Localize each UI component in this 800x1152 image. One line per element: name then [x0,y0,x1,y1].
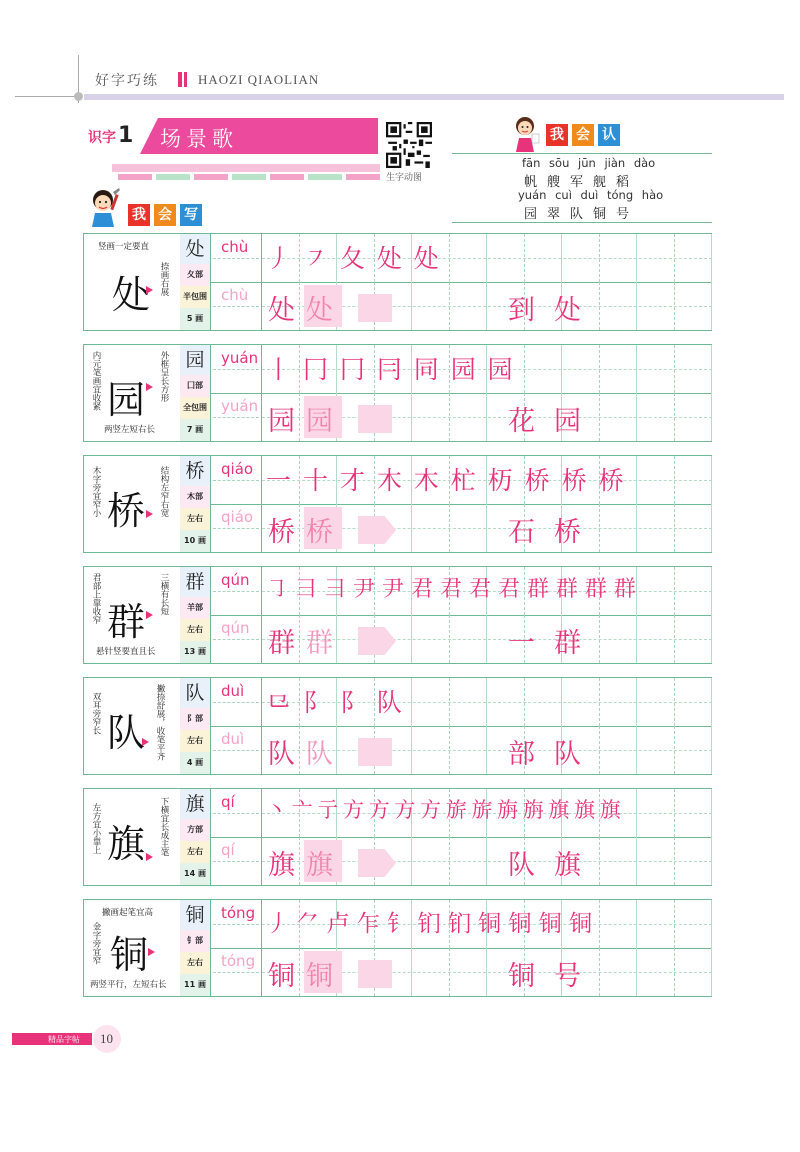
info-structure: 左右 [180,619,210,641]
pointer-arrow-icon [146,611,153,619]
stroke-order-grid[interactable] [262,234,712,283]
info-stroke-count: 10 画 [180,530,210,552]
pinyin-trace: chù [221,286,249,304]
pinyin-trace-cell[interactable] [211,393,262,441]
word-char-1: 花 [508,406,535,437]
writing-grid[interactable] [262,726,712,774]
header-stripe [84,94,784,100]
info-character: 园 [180,345,210,375]
pinyin-trace: qún [221,619,250,637]
tip-text: 结构左窄右宽 [159,466,169,517]
info-structure: 左右 [180,952,210,974]
pinyin-trace: yuán [221,397,259,415]
trace-character: 处 [306,295,333,326]
word-char-1: 部 [508,739,535,770]
tip-text: 双耳旁窄长 [91,692,101,735]
blank-box [358,294,392,322]
info-structure: 左右 [180,841,210,863]
word-char-2: 园 [554,406,581,437]
recognize-pinyin-line2: yuán cuì duì tóng hào [518,188,664,202]
header-accent-bar-2 [184,72,187,87]
practice-character: 群 [268,628,295,659]
recognize-chars-line1: 帆艘军舰稻 [524,175,640,190]
header-dot [74,92,83,101]
info-radical: 羊部 [180,597,210,619]
info-character: 桥 [180,456,210,486]
book-title: 好字巧练 [95,73,159,89]
info-radical: 钅部 [180,930,210,952]
word-char-1: 铜 [508,961,535,992]
info-structure: 半包围 [180,286,210,308]
trace-character: 铜 [306,961,333,992]
writing-grid[interactable] [262,615,712,663]
info-radical: 方部 [180,819,210,841]
trace-character: 园 [306,406,333,437]
pinyin-trace-cell[interactable] [211,726,262,774]
char-info [180,678,211,774]
model-character: 队 [107,711,146,755]
word-char-2: 桥 [554,517,581,548]
book-subtitle: HAOZI QIAOLIAN [198,72,320,87]
tip-text: 木字旁宜窄小 [91,466,101,517]
badge-wo-write: 我 [128,204,150,226]
girl-mascot-icon [510,114,542,154]
lesson-label: 识字 [88,130,116,146]
info-character: 群 [180,567,210,597]
stroke-order: ㇆ ⺕ 彐 尹 尹 君 君 君 君 群 群 群 群 [266,577,636,602]
practice-character: 铜 [268,961,295,992]
model-cell [84,678,181,774]
writing-grid[interactable] [262,504,712,552]
char-info [180,345,211,441]
boy-mascot-icon [86,186,124,228]
word-char-1: 石 [508,517,535,548]
info-stroke-count: 11 画 [180,974,210,996]
pinyin-cell[interactable] [211,900,262,949]
char-info [180,567,211,663]
stroke-order-grid[interactable] [262,345,712,394]
info-structure: 全包围 [180,397,210,419]
header-horizontal-rule [15,96,81,97]
practice-row-tong [83,899,712,997]
info-stroke-count: 7 画 [180,419,210,441]
practice-character: 旗 [268,850,295,881]
info-structure: 左右 [180,730,210,752]
pinyin-trace-cell[interactable] [211,282,262,330]
pointer-arrow-icon [146,383,153,391]
qr-code-icon[interactable] [386,122,432,168]
practice-character: 处 [268,295,295,326]
pinyin: chù [221,238,249,256]
info-stroke-count: 5 画 [180,308,210,330]
pinyin-trace-cell[interactable] [211,504,262,552]
tip-text: 竖画一定要直 [98,242,150,252]
lesson-title: 场景歌 [160,127,238,151]
recognize-rule-top [452,153,712,154]
badge-hui: 会 [572,124,594,146]
stroke-order-grid[interactable] [262,456,712,505]
page-number: 10 [100,1031,113,1046]
tip-text: 撇画起笔宜高 [102,908,154,918]
tip-text: 三横有长短 [159,573,169,616]
tip-text: 下横宜长成主笔 [159,797,169,857]
char-info [180,456,211,552]
tip-text: 两竖平行，左短右长 [90,980,167,990]
word-char-2: 群 [554,628,581,659]
info-character: 队 [180,678,210,708]
stroke-order: 丿 ㇇ 夂 处 处 [266,244,441,273]
model-cell [84,234,181,330]
pinyin-cell[interactable] [211,567,262,616]
banner-stripes [118,174,380,180]
pinyin-trace: qiáo [221,508,254,526]
badge-ren: 认 [598,124,620,146]
pinyin: yuán [221,349,259,367]
stroke-order: 一 十 才 木 木 杧 杤 桥 桥 桥 [266,466,626,495]
pinyin-cell[interactable] [211,234,262,283]
pointer-arrow-icon [146,510,153,518]
trace-character: 旗 [306,850,333,881]
pointer-arrow-icon [146,286,153,294]
practice-row-dui [83,677,712,775]
model-character: 旗 [107,822,146,866]
pinyin-trace: qí [221,841,235,859]
tip-text: 撇捺舒展，收笔平齐 [155,684,165,761]
recognize-rule-bottom [452,222,712,223]
stroke-order: 丨 冂 冂 冃 同 园 园 [266,355,515,384]
model-character: 铜 [110,933,149,977]
practice-row-yuan [83,344,712,442]
info-radical: 阝部 [180,708,210,730]
info-radical: 木部 [180,486,210,508]
info-stroke-count: 4 画 [180,752,210,774]
tip-text: 左方宜小靠上 [91,803,101,854]
trace-character: 桥 [306,517,333,548]
practice-row-chu [83,233,712,331]
stroke-order: 丶 亠 亍 方 方 方 方 旂 旂 旃 旃 旗 旗 旗 [266,798,620,822]
tip-text: 悬针竖要直且长 [96,647,156,657]
pinyin: qí [221,793,235,811]
model-character: 桥 [107,489,146,533]
info-character: 旗 [180,789,210,819]
badge-wo: 我 [546,124,568,146]
pinyin-cell[interactable] [211,345,262,394]
info-radical: 夂部 [180,264,210,286]
info-radical: 囗部 [180,375,210,397]
info-character: 处 [180,234,210,264]
footer-label: 精品字帖 [48,1035,80,1044]
word-char-2: 旗 [554,850,581,881]
tip-text: 外框呈长方形 [159,351,169,402]
char-info [180,234,211,330]
tip-text: 两竖左短右长 [104,425,156,435]
pinyin: duì [221,682,245,700]
model-character: 园 [107,378,146,422]
stroke-order-grid[interactable] [262,789,712,838]
pinyin-cell[interactable] [211,789,262,838]
info-structure: 左右 [180,508,210,530]
writing-grid[interactable] [262,948,712,996]
pinyin-cell[interactable] [211,678,262,727]
char-info [180,900,211,996]
pinyin-cell[interactable] [211,456,262,505]
practice-character: 桥 [268,517,295,548]
pointer-arrow-icon [146,853,153,861]
tip-text: 金字旁宜窄 [91,922,101,965]
info-stroke-count: 14 画 [180,863,210,885]
tip-text: 捺画右展 [159,262,169,296]
pinyin-trace-cell[interactable] [211,615,262,663]
word-char-1: 一 [508,628,535,659]
recognize-pinyin-line1: fān sōu jūn jiàn dào [522,156,656,170]
pinyin-trace: tóng [221,952,256,970]
word-char-2: 队 [554,739,581,770]
model-cell [84,456,181,552]
char-info [180,789,211,885]
blank-box [358,960,392,988]
word-char-2: 号 [554,961,581,992]
model-cell [84,345,181,441]
pinyin: tóng [221,904,256,922]
info-character: 铜 [180,900,210,930]
blank-box [358,738,392,766]
info-stroke-count: 13 画 [180,641,210,663]
badge-xie: 写 [180,204,202,226]
model-cell [84,789,181,885]
pinyin-trace-cell[interactable] [211,837,262,885]
word-char-1: 队 [508,850,535,881]
writing-grid[interactable] [262,837,712,885]
pointer-arrow-icon [148,948,155,956]
practice-character: 园 [268,406,295,437]
recognize-chars-line2: 园翠队铜号 [524,207,640,222]
pinyin-trace: duì [221,730,245,748]
pinyin: qún [221,571,250,589]
practice-row-qi [83,788,712,886]
tip-text: 内元笔画宜收紧 [91,351,101,411]
stroke-order-grid[interactable] [262,678,712,727]
model-cell [84,900,181,996]
word-char-2: 处 [554,295,581,326]
stroke-order-grid[interactable] [262,567,712,616]
pointer-arrow-icon [142,738,149,746]
word-char-1: 到 [508,295,535,326]
qr-caption: 生字动图 [386,173,423,183]
trace-character: 队 [306,739,333,770]
header-accent-bar [178,72,182,87]
pinyin-trace-cell[interactable] [211,948,262,996]
practice-character: 队 [268,739,295,770]
pinyin: qiáo [221,460,254,478]
stroke-order-grid[interactable] [262,900,712,949]
writing-grid[interactable] [262,282,712,330]
writing-grid[interactable] [262,393,712,441]
blank-box [358,405,392,433]
model-cell [84,567,181,663]
lesson-number: 1 [118,123,134,148]
practice-row-qiao [83,455,712,553]
stroke-order: ⺋ 阝 阝 队 [266,688,404,717]
model-character: 处 [112,273,151,317]
practice-row-qun [83,566,712,664]
stroke-order: 丿 ⺈ 卢 乍 钅 钔 钔 铜 铜 铜 铜 [266,911,593,937]
tip-text: 君部上靠收窄 [91,573,101,624]
badge-hui-write: 会 [154,204,176,226]
trace-character: 群 [306,628,333,659]
model-character: 群 [107,600,146,644]
banner-underlay [112,164,380,172]
